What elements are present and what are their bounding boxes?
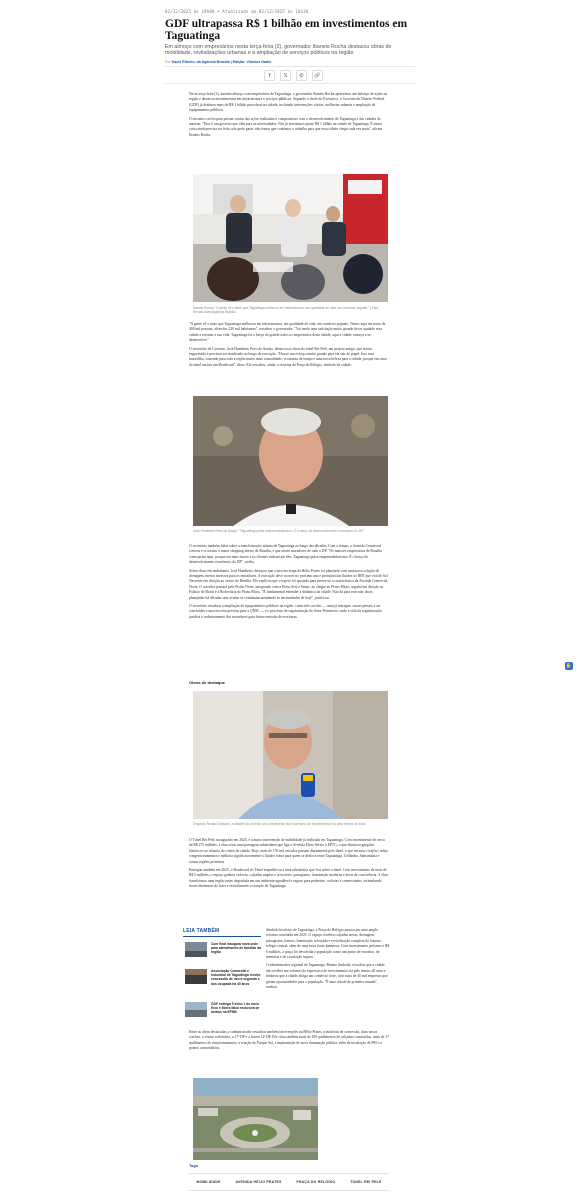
share-bar xyxy=(264,70,323,81)
section-heading: Obras de destaque xyxy=(189,680,226,685)
related-item[interactable] xyxy=(185,1002,263,1017)
related-thumbnail xyxy=(185,969,207,984)
related-title[interactable]: Associação Comercial e Industrial de Taguatinga recebe concessão de uso a segunda e dos ocupada há 40 anos xyxy=(211,969,261,986)
paragraph: Sobre obras em andamento, José Humberto destacou que a terceira etapa da Hélio Prates foi planejada com uma nova solução de drenagem, menos invasiva para os moradores. A execução deve ocorrer no próximo ano e permitirá dar fluidez ao BRT que virá de Sol Nascente em direção ao centro de Brasília. Ele explicou que o trajeto foi ajustado para preservar a característica da Avenida Comercial Norte. O corredor passará pelo Pistão Norte, integrando com a Efeso Sesi e Senac, ao chegar ao Plano Piloto, seguirá em direção ao Palácio do Buriti e à Rodoviária do Plano Piloto. "É fundamental entender a dinâmica da cidade. Não dá para executar obras planejadas há décadas sem avaliar se continuam atendendo às necessidades de hoje", justificou. xyxy=(189,568,388,600)
paragraph: Nesta terça-feira (2), durante almoço com empresários de Taguatinga, o governador Ibaneis Rocha apresentou um balanço de ações na região e destacou investimentos em infraestrutura e serviços públicos. Segundo o chefe do Executivo, o Governo do Distrito Federal (GDF) já destinou mais de R$ 1 bilhão para obras na cidade, incluindo intervenções viárias, melhorias urbanas e ampliação de equipamentos públicos. xyxy=(189,92,388,113)
article-title: GDF ultrapassa R$ 1 bilhão em investimentos em Taguatinga xyxy=(165,18,408,42)
tag[interactable]: AVENIDA HÉLIO PRATES xyxy=(235,1180,282,1184)
facebook-icon[interactable]: f xyxy=(264,70,275,81)
paragraph: Entre as obras destacadas, o administrador ressaltou também intervenções na Hélio Prates, trincheiras de conversão, duas novas creches, o centro rodoviário, a 17ª DP e a futura 12ª DP. Ele citou também mais de 100 quilômetros de calçadas construídas, mais de 17 quilômetros de estacionamentos, a criação do Parque Sol, a implantação de nova iluminação pública, além da instalação de PECs e pontos comunitários. xyxy=(189,1030,389,1051)
article-body-part-5 xyxy=(266,928,390,993)
paragraph: Entregue também em 2025, o Boulevard do Túnel requalificou a área urbanística que fica sobre o túnel. Com investimento de mais de R$ 5 milhões, o espaço ganhou ciclovia, calçadas amplas e acessíveis, paisagismo, iluminação moderna e áreas de convivência. A obra transformou uma região antes degradada em um ambiente agradável e seguro para pedestres, ciclistas e comerciantes, estimulando novas dinâmicas de lazer e revitalizando o coração de Taguatinga. xyxy=(189,868,388,889)
paragraph: O administrador regional de Taguatinga, Renato Andrade, ressaltou que a cidade não recebia um volume tão expressivo de investimentos há pelo menos 40 anos e lembrou que a cidade abriga um comércio forte, com mais de 40 mil empresas que geram oportunidades para a população. "É uma cidade de primeiro mundo", avaliou. xyxy=(266,963,388,990)
tag[interactable]: MOBILIDADE xyxy=(196,1180,221,1184)
photo-caption: Ibaneis Rocha: "A gente vê o tanto que Taguatinga melhorou em infraestrutura, em qualidade de vida, em comércio pujante." | Foto: Renato Alves/Agência Brasília xyxy=(193,306,380,315)
article-body-part-3 xyxy=(189,544,389,623)
photo-administrator xyxy=(193,691,388,819)
tags-list xyxy=(189,1173,389,1191)
related-thumbnail xyxy=(185,942,207,957)
photo-aerial-square xyxy=(193,1078,318,1160)
related-thumbnail xyxy=(185,1002,207,1017)
paragraph: O encontro serviu para prestar contas das ações realizadas e compromisso com o desenvolvimento de Taguatinga e das cidades do entorno. "Esse é um governo que olha para as necessidades. Nós já investimos quase R$ 1 bilhão na cidade de Taguatinga. É muita coisa ainda precisa ser feita, não pode parar, não temos que continuar o trabalho para que essa cidade chega cada vez mais", afirma Ibaneis Rocha. xyxy=(189,116,383,137)
related-title[interactable]: Com final inaugura nova sede para atendimento às famílias da região xyxy=(211,942,262,955)
related-item[interactable] xyxy=(185,942,263,957)
related-item[interactable] xyxy=(185,969,263,986)
whatsapp-icon[interactable]: ✆ xyxy=(296,70,307,81)
paragraph: O secretário ressaltou a ampliação de equipamentos públicos na região, como três creches — uma já entregue, outras prestes a ser concluídas e uma terceira prevista para a QNM —, e o processo de regularização do Setor Primavera, onde a vida da regularização jurídica e cadastramento dos moradores para futura emissão de escrituras. xyxy=(189,604,382,619)
article-subtitle: Em almoço com empresários nesta terça-feira (2), governador Ibaneis Rocha destacou obras de mobilidade, revitalizações urbanas e a ampliação de serviços públicos na região xyxy=(165,44,392,57)
tags-heading: Tags xyxy=(189,1163,199,1168)
photo-governor-speech xyxy=(193,174,388,302)
paragraph: O secretário também falou sobre a transformação urbana de Taguatinga ao longo das décadas. Com o tempo, a Avenida Comercial cresceu e se tornou o maior shopping aberto de Brasília, e que atraiu moradores de todo o DF. "Os maiores empresários de Brasília começaram aqui, porque era mais barato e os clientes vinham até eles. Taguatinga pulsa empreendedorismo. É o berço do desenvolvimento econômico do DF", avalia. xyxy=(189,544,382,565)
paragraph: "A gente vê o tanto que Taguatinga melhorou em infraestrutura, em qualidade de vida, em comércio pujante. Temos aqui em torno de 400 mil pessoas, além dos 220 mil habitantes", ressaltou o governador. "Vai tendo uma satisfação muito grande de ter ajudado essa cidade a retomar a sua vida. Taguatinga foi o berço de grande todos os empresários desta cidade, aqui a cidade começa a se desenvolver." xyxy=(189,322,386,343)
photo-caption: Segundo Renato Andrade, a cidade não recebia um investimento tão expressivo de investimentos há pelo menos 40 anos xyxy=(193,822,366,826)
photo-caption: José Humberto Pires de Araújo: "Taguatinga pulsa empreendedorismo. É o berço do desenvolvimento econômico do DF" xyxy=(193,529,365,533)
accessibility-widget-icon[interactable]: ✋ xyxy=(565,663,573,669)
paragraph: Símbolo histórico de Taguatinga, a Praça do Relógio passou por uma ampla reforma concluída em 2025. O espaço recebeu calçadas novas, drenagem, paisagismo, bancos, iluminação reforçada e revitalização completa do famoso relógio central, além de uma nova fonte luminosa. Com investimento próximo a R$ 6 milhões, a praça foi devolvida à população como um ponto de encontro, de memória e de circulação segura. xyxy=(266,928,390,960)
related-heading: LEIA TAMBÉM xyxy=(183,928,220,934)
tag[interactable]: PRAÇA DO RELÓGIO xyxy=(296,1180,336,1184)
byline-author[interactable]: Kacel Ribeiro, da Agência Brasília | Edição: Vinicius Nader xyxy=(171,60,272,64)
article-meta: 02/12/2025 às 18h00 • Atualizado em 02/12/2025 às 18h38 xyxy=(165,9,309,14)
article-body-part-1 xyxy=(189,92,389,141)
divider xyxy=(165,83,415,84)
byline xyxy=(165,60,271,64)
divider xyxy=(165,66,415,67)
article-body-part-2 xyxy=(189,322,389,371)
paragraph: O Túnel Rei Pelé, inaugurado em 2025, é a maior intervenção de mobilidade já realizada em Taguatinga. Com investimento de cerca de R$ 275 milhões, a obra criou uma passagem subterrânea que liga a Avenida Elmo Serejo à EPTG, o que eliminou gargalos históricos no trânsito do centro da cidade. Hoje, mais de 150 mil veículos passam diariamente pelo túnel, o que encurta o trajeto, reduz congestionamentos e melhora significativamente a fluidez viária para quem se desloca entre Taguatinga, Ceilândia, Samambaia e outras regiões próximas. xyxy=(189,838,388,864)
related-divider xyxy=(183,936,261,937)
article-body-part-6 xyxy=(189,1030,389,1055)
related-title[interactable]: GDF entrega Trecho 1 do novo Eixo e libera faixa exclusiva de ônibus na EPNB xyxy=(211,1002,260,1015)
tag[interactable]: TÚNEL REI PELÉ xyxy=(350,1180,382,1184)
photo-secretary-portrait xyxy=(193,396,388,526)
link-icon[interactable]: 🔗 xyxy=(312,70,323,81)
byline-prefix: Por xyxy=(165,60,171,64)
x-icon[interactable]: 𝕏 xyxy=(280,70,291,81)
paragraph: O secretário de Governo, José Humberto Pires de Araújo, destacou as obras do túnel Rei Pelé, um projeto antigo, que estava engavetado e precisou ser atualizado ao longo da execução. "Houve um esforço muito grande para ele sair do papel. Isso essa maravilha, trazendo para toda a região muito mais comodidade, economia de tempo e uma nova beleza para a cidade, porque em cima do túnel nasceu um Boulevard", disse. Ele ressaltou, ainda, a reforma da Praça do Relógio, símbolo da cidade. xyxy=(189,346,387,367)
article-body-part-4 xyxy=(189,838,389,893)
